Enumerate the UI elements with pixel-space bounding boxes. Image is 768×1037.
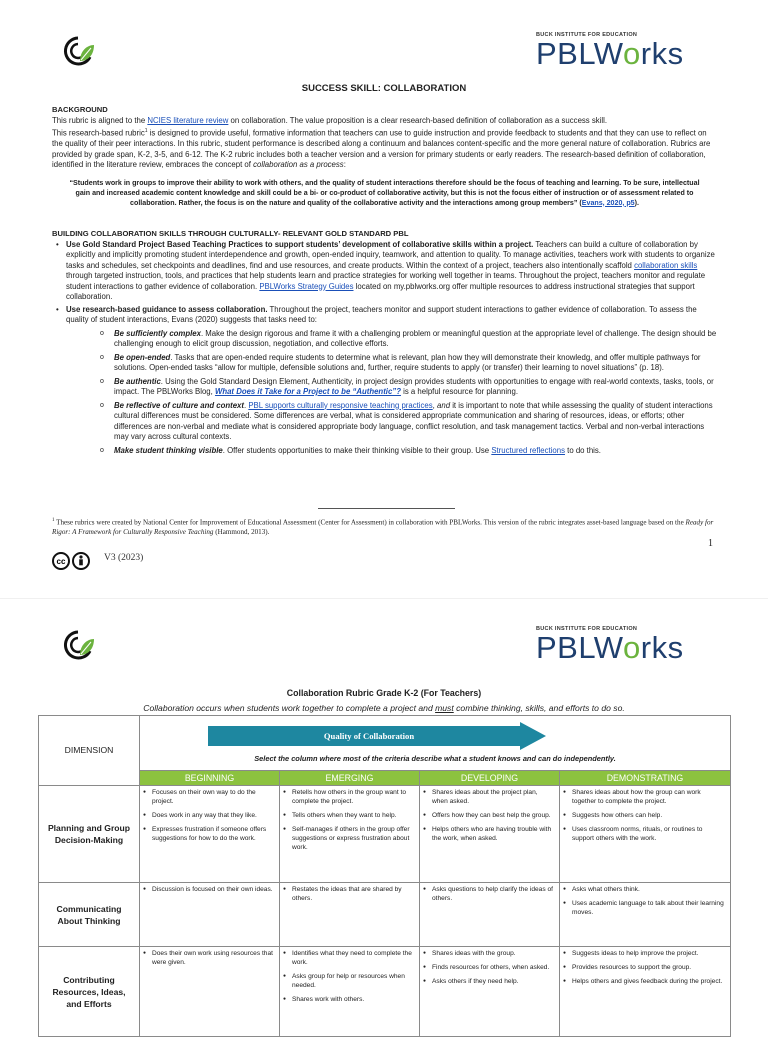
list-item: ● Asks group for help or resources when needed. (283, 972, 415, 990)
list-item: ● Shares ideas with the group. (423, 949, 555, 958)
bullet-research-based: • Use research-based guidance to assess collaboration. Throughout the project, teachers monitor and support student interactions to gather evidence of collaboration. To assess the quality of student interactions, Evans (2020) suggests that tasks need to: o Be sufficiently complex. Make the design rigorous and frame it with a challenging problem or meaningful question at the appropriate level of challenge. The design should be challenging enough to elicit group discussion, negotiation, and collective efforts. o Be open-ended. Tasks that are open-ended require students to determine what is relevant, plan how they will demonstrate their knowledg, and offer multiple pathways for solutions. Open-ended tasks “allow for multiple, defensible solutions and, further, require students to apply (or transfer) their learning to novel situations” (p. 18). o Be authentic. Using the Gold Standard Design Element, Authenticity, in project design provides students with opportunities to engage with real-world contexts, tasks, tools, or impact. The PBLWorks Blog, What Does it Take for a Project to be “Authentic”? is a helpful resource for planning. o Be reflective of culture and context. PBL supports culturally responsive teaching practices, and it is important to note that while assessing the quality of student interactions cultural differences must be considered. Some differences are verbal, what is considered appropriate communication and sharing of resources, ideas, or efforts; other differences are non-verbal and mediate what is considered appropriate body language, conflict resolution, and task management tactics. Verbal and non-verbal interactions may vary across cultural contexts. o Make student thinking visible. Offer students opportunities to make their thinking visible to their group. Use Structured reflections to do this. (66, 305, 717, 457)
dimension-planning: Planning and Group Decision-Making (39, 786, 140, 883)
level-beginning: BEGINNING (140, 771, 280, 786)
table-row (39, 947, 731, 1037)
pblworks-logo (536, 32, 684, 69)
table-cell (140, 786, 280, 883)
table-cell (560, 883, 731, 947)
sub-bullet-authentic: o Be authentic. Using the Gold Standard Design Element, Authenticity, in project design provides students with opportunities to engage with real-world contexts, tasks, tools, or impact. The PBLWorks Blog, What Does it Take for a Project to be “Authentic”? is a helpful resource for planning. (114, 377, 717, 398)
list-item: ● Does their own work using resources that were given. (143, 949, 275, 967)
list-item: ● Focuses on their own way to do the project. (143, 788, 275, 806)
list-item: ● Asks questions to help clarify the ideas of others. (423, 885, 555, 903)
list-item: ● Discussion is focused on their own ideas. (143, 885, 275, 894)
rubric-table (38, 715, 731, 1037)
list-item: ● Offers how they can best help the group. (423, 811, 555, 820)
level-emerging: EMERGING (280, 771, 420, 786)
structured-reflections-link[interactable]: Structured reflections (491, 445, 565, 455)
svg-text:cc: cc (56, 557, 66, 566)
building-heading: BUILDING COLLABORATION SKILLS THROUGH CULTURALLY- RELEVANT GOLD STANDARD PBL (52, 229, 409, 238)
list-item: ● Finds resources for others, when asked. (423, 963, 555, 972)
list-item: ● Identifies what they need to complete the work. (283, 949, 415, 967)
sub-bullet-visible-thinking: o Make student thinking visible. Offer students opportunities to make their thinking visible to their group. Use Structured reflections to do this. (114, 446, 717, 457)
sub-bullet-complex: o Be sufficiently complex. Make the design rigorous and frame it with a challenging problem or meaningful question at the appropriate level of challenge. The design should be challenging enough to elicit group discussion, negotiation, and collective efforts. (114, 329, 717, 350)
list-item: ● Helps others who are having trouble with the work, when asked. (423, 825, 555, 843)
sub-bullet-open-ended: o Be open-ended. Tasks that are open-ended require students to determine what is relevant, plan how they will demonstrate their knowledg, and offer multiple pathways for solutions. Open-ended tasks “allow for multiple, defensible solutions and, further, require students to apply (or transfer) their learning to novel situations” (p. 18). (114, 353, 717, 374)
list-item: ● Retells how others in the group want to complete the project. (283, 788, 415, 806)
list-item: ● Suggests how others can help. (563, 811, 726, 820)
evans-link[interactable]: Evans, 2020, p5 (581, 198, 635, 207)
building-section (52, 229, 717, 459)
sub-bullet-culture: o Be reflective of culture and context. PBL supports culturally responsive teaching practices, and it is important to note that while assessing the quality of student interactions cultural differences must be considered. Some differences are verbal, what is considered appropriate communication and sharing of resources, ideas, or efforts; other differences are non-verbal and mediate what is considered appropriate body language, conflict resolution, and task management tactics. Verbal and non-verbal interactions may vary across cultural contexts. (114, 401, 717, 443)
table-row (39, 883, 731, 947)
dimension-contributing: Contributing Resources, Ideas, and Efforts (39, 947, 140, 1037)
table-row (39, 786, 731, 883)
quality-header (140, 716, 731, 771)
table-cell (280, 947, 420, 1037)
table-cell (280, 786, 420, 883)
list-item: ● Uses academic language to talk about their learning moves. (563, 899, 726, 917)
list-item: ● Shares work with others. (283, 995, 415, 1004)
list-item: ● Suggests ideas to help improve the project. (563, 949, 726, 958)
background-section (52, 105, 717, 208)
logo-brand-text: PBLWorks (536, 36, 684, 71)
list-item: ● Self-manages if others in the group offer suggestions or express frustration about work. (283, 825, 415, 852)
level-demonstrating: DEMONSTRATING (560, 771, 731, 786)
footnote: $^1$ These rubrics were created by National Center for Improvement of Educational Assessment (Center for Assessment) in collaboration with PBLWorks. This version of the rubric integrates asset-based language based on the Ready for Rigor: A Framework for Culturally Responsive Teaching (Hammond, 2013). (52, 518, 714, 537)
rubric-title: Collaboration Rubric Grade K-2 (For Teachers) (286, 688, 482, 698)
select-note: Select the column where most of the criteria describe what a student knows and can do independently. (254, 754, 616, 763)
list-item: ● Tells others when they want to help. (283, 811, 415, 820)
table-cell (280, 883, 420, 947)
bullet-gold-standard: • Use Gold Standard Project Based Teaching Practices to support students’ development of collaborative skills within a project. Teachers can build a culture of collaboration by explicitly and implicitly promoting student interdependence and growth, open-ended inquiry, teamwork, and attention to quality. To manage activities, teachers work with students to organize tasks and schedules, set checkpoints and deadlines, find and use resources, and create products. Within the context of a project, teachers also intentionally scaffold collaboration skills through targeted instruction, tools, and practices that help students learn and practice strategies for working well together in teams. Throughout the project, teachers monitor and regulate student interactions to gather evidence of collaboration. PBLWorks Strategy Guides located on my.pblworks.org offer multiple resources to address instructional strategies that support collaboration. (66, 240, 717, 303)
list-item: ● Restates the ideas that are shared by others. (283, 885, 415, 903)
table-cell (420, 947, 560, 1037)
quality-label: Quality of Collaboration (323, 731, 415, 741)
evans-quote: “Students work in groups to improve their ability to work with others, and the quality of student interactions therefore should be the focus of teaching and learning. To be sure, intellectual gain and increased academic content knowledge and skill could be a bi- or co-product of collaborative activity, but this is not the focus either of instruction or of assessment related to collaboration. Rather, the focus is on the nature and quality of the collaborative activity and the interactions among group members” (Evans, 2020, p5). (69, 178, 700, 207)
table-cell (420, 883, 560, 947)
collaboration-skills-link[interactable]: collaboration skills (634, 260, 698, 270)
list-item: ● Shares ideas about how the group can work together to complete the project. (563, 788, 726, 806)
list-item: ● Asks others if they need help. (423, 977, 555, 986)
background-paragraph-1: This rubric is aligned to the NCIES literature review on collaboration. The value proposition is a clear research-based definition of collaboration as a success skill. (52, 115, 608, 125)
list-item: ● Provides resources to support the group. (563, 963, 726, 972)
background-heading: BACKGROUND (52, 105, 108, 114)
logo-brand-text: PBLWorks (536, 630, 684, 665)
dimension-header: DIMENSION (39, 716, 140, 786)
page-number: 1 (708, 538, 713, 549)
logo-institute-text: BUCK INSTITUTE FOR EDUCATION (536, 626, 638, 632)
table-cell (560, 947, 731, 1037)
pblworks-logo (536, 626, 684, 663)
list-item: ● Does work in any way that they like. (143, 811, 275, 820)
table-cell (420, 786, 560, 883)
creative-commons-icon (52, 552, 96, 570)
list-item: ● Helps others and gives feedback during the project. (563, 977, 726, 986)
level-developing: DEVELOPING (420, 771, 560, 786)
logo-institute-text: BUCK INSTITUTE FOR EDUCATION (536, 32, 638, 38)
table-cell (140, 947, 280, 1037)
table-cell (140, 883, 280, 947)
authentic-blog-link[interactable]: What Does it Take for a Project to be “Authentic”? (214, 387, 401, 396)
pblworks-leaf-icon (60, 629, 96, 661)
strategy-guides-link[interactable]: PBLWorks Strategy Guides (259, 281, 354, 291)
footnote-divider (318, 508, 455, 509)
list-item: ● Expresses frustration if someone offers suggestions for how to do the work. (143, 825, 275, 843)
dimension-communicating: Communicating About Thinking (39, 883, 140, 947)
version-label: V3 (2023) (104, 553, 144, 563)
page-title: SUCCESS SKILL: COLLABORATION (301, 83, 467, 94)
list-item: ● Shares ideas about the project plan, when asked. (423, 788, 555, 806)
culturally-responsive-link[interactable]: PBL supports culturally responsive teaching practices (248, 400, 433, 410)
pblworks-leaf-icon (60, 35, 96, 67)
ncies-link[interactable]: NCIES literature review (147, 115, 229, 125)
list-item: ● Asks what others think. (563, 885, 726, 894)
list-item: ● Uses classroom norms, rituals, or routines to support others with the work. (563, 825, 726, 843)
background-paragraph-2: This research-based rubric$^1$ is designed to provide useful, formative information that teachers can use to guide instruction and provide feedback to students and that they can use to reflect on the quality of their peer interactions. In this rubric, student performance is described along a continuum and balances content-specific and the more general nature of collaboration. Rubrics are provided by grade span, K-2, 3-5, and 6-12. The K-2 rubric includes both a teacher version and a version for primary students or early readers. The research-based definition of collaboration, identified in the literature review, embraces the concept of collaboration as a process: (52, 128, 711, 170)
document-page-2 (0, 598, 768, 1025)
rubric-subtitle: Collaboration occurs when students work together to complete a project and must combine thinking, skills, and efforts to do so. (143, 703, 625, 713)
table-cell (560, 786, 731, 883)
